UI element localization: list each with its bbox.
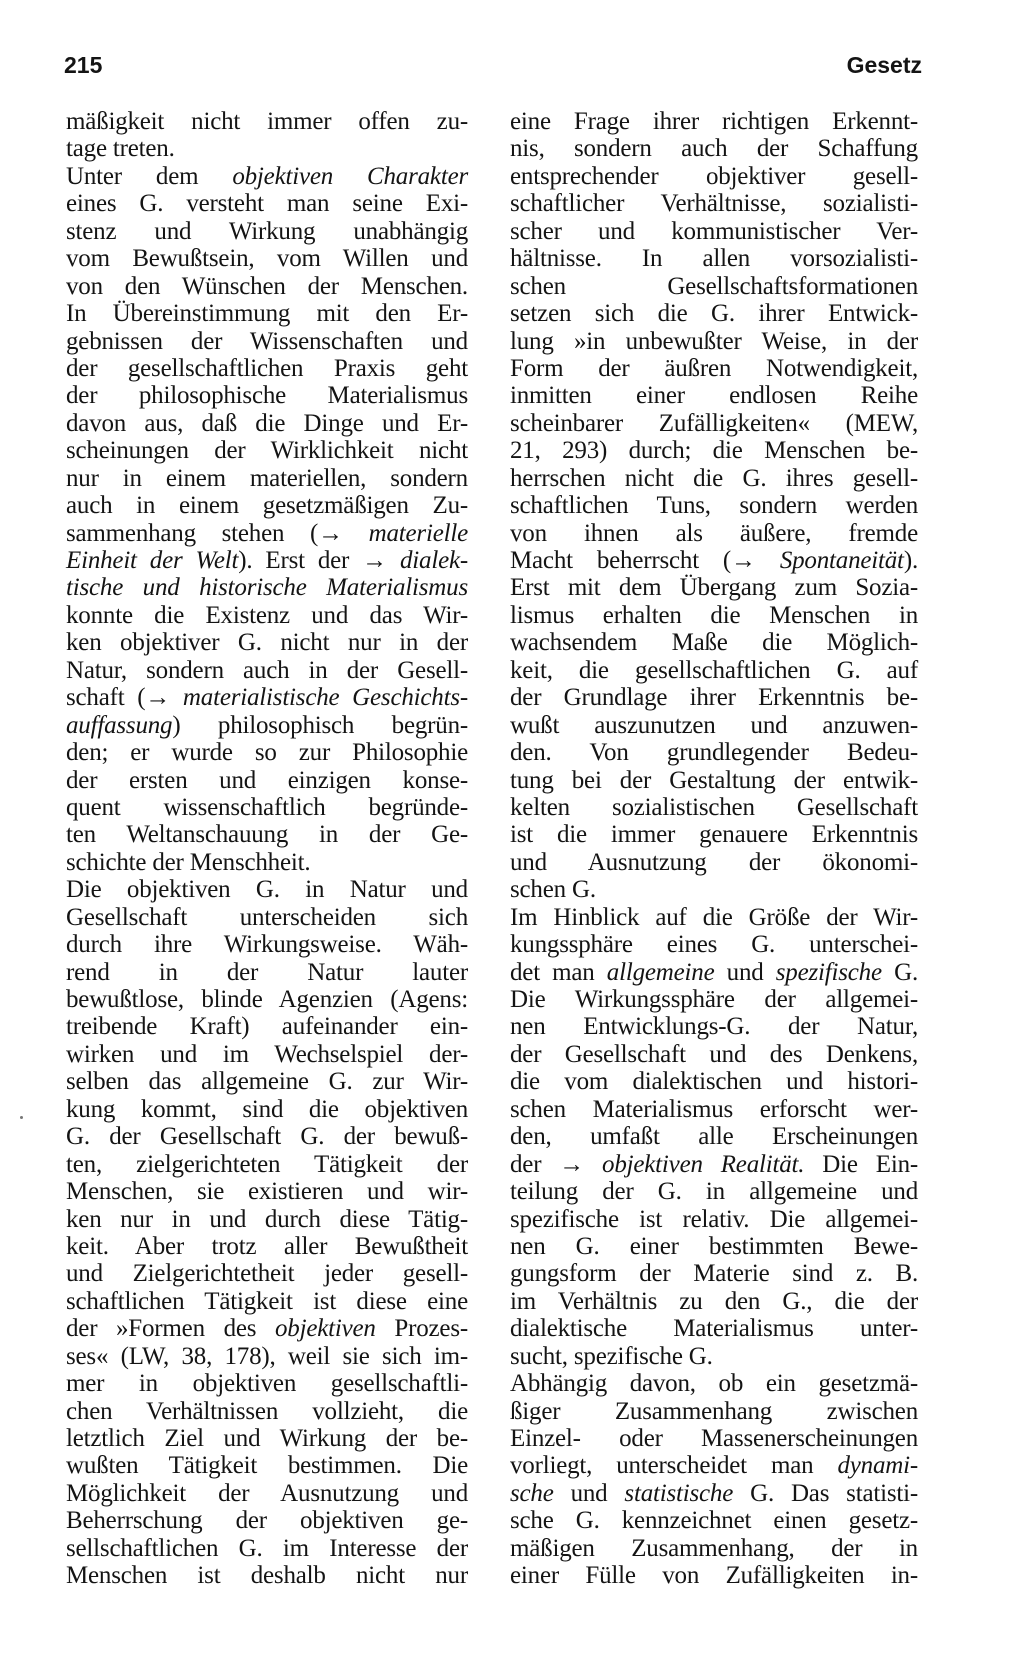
- text-line: [510, 163, 918, 190]
- text-line: [66, 1452, 468, 1479]
- text-run: keit. Aber trotz aller Bewußtheit: [66, 1232, 468, 1260]
- text-line: [510, 1151, 918, 1178]
- italic-term: dialek-: [399, 547, 468, 574]
- text-line: [66, 657, 468, 684]
- text-line: [66, 1068, 468, 1095]
- text-run: der Grundlage ihrer Erkenntnis be-: [510, 684, 918, 712]
- italic-term: objektiven Charakter: [232, 162, 468, 190]
- text-run: Die objektiven G. in Natur und: [66, 876, 468, 904]
- text-run: ken objektiver G. nicht nur in der: [66, 629, 468, 657]
- text-line: [66, 163, 468, 190]
- left-text-column: [66, 108, 468, 1590]
- text-line: [66, 245, 468, 272]
- italic-term: materielle: [368, 519, 468, 547]
- italic-term: sche: [510, 1479, 554, 1507]
- text-run: setzen sich die G. ihrer Entwick-: [510, 300, 918, 328]
- text-run: der →: [510, 1150, 603, 1178]
- text-line: [66, 1535, 468, 1562]
- text-run: bewußtlose, blinde Agenzien (Agens:: [66, 986, 468, 1013]
- text-run: Die Ein-: [804, 1150, 919, 1178]
- right-text-column: [510, 108, 918, 1590]
- text-line: [510, 492, 918, 519]
- text-line: [66, 135, 468, 162]
- text-line: [66, 355, 468, 382]
- text-run: ). Erst der →: [238, 547, 400, 574]
- text-line: [510, 1288, 918, 1315]
- text-line: [510, 1507, 918, 1534]
- text-line: [510, 1233, 918, 1260]
- text-run: gungsform der Materie sind z. B.: [510, 1260, 918, 1288]
- text-line: [510, 1178, 918, 1205]
- italic-term: Spontaneität: [779, 547, 904, 574]
- text-line: [66, 986, 468, 1013]
- text-line: [510, 273, 918, 300]
- text-run: sche G. kennzeichnet einen gesetz-: [510, 1507, 918, 1535]
- text-line: [66, 739, 468, 766]
- italic-term: spezifische: [775, 958, 882, 986]
- text-line: [66, 1013, 468, 1040]
- text-run: schaft (→: [66, 684, 183, 712]
- text-run: G.: [881, 958, 918, 986]
- text-line: [510, 684, 918, 711]
- text-run: Menschen, sie existieren und wir-: [66, 1178, 468, 1206]
- text-line: [66, 959, 468, 986]
- text-line: [66, 629, 468, 656]
- text-run: vorliegt, unterscheidet man: [510, 1452, 838, 1480]
- text-line: [510, 986, 918, 1013]
- text-run: einer Fülle von Zufälligkeiten in-: [510, 1562, 918, 1590]
- text-run: mer in objektiven gesellschaftli-: [66, 1370, 468, 1398]
- text-run: entsprechender objektiver gesell-: [510, 162, 918, 190]
- text-line: [510, 739, 918, 766]
- text-line: [66, 190, 468, 217]
- text-run: der Gesellschaft und des Denkens,: [510, 1040, 918, 1068]
- text-run: schen G.: [510, 876, 596, 904]
- text-run: Natur, sondern auch in der Gesell-: [66, 656, 468, 684]
- text-line: [510, 1562, 918, 1589]
- text-run: Menschen ist deshalb nicht nur: [66, 1562, 468, 1590]
- text-run: von ihnen als äußere, fremde: [510, 519, 918, 547]
- text-line: [66, 1343, 468, 1370]
- text-line: [510, 794, 918, 821]
- text-run: Prozes-: [375, 1315, 468, 1343]
- text-run: 21, 293) durch; die Menschen be-: [510, 437, 918, 465]
- margin-speck: [20, 1116, 23, 1119]
- text-run: Beherrschung der objektiven ge-: [66, 1507, 468, 1535]
- text-run: hältnisse. In allen vorsozialisti-: [510, 245, 918, 273]
- text-line: [66, 1315, 468, 1342]
- text-run: davon aus, daß die Dinge und Er-: [66, 409, 468, 437]
- text-line: [510, 1535, 918, 1562]
- page-header: [64, 52, 922, 88]
- text-run: letztlich Ziel und Wirkung der be-: [66, 1425, 468, 1452]
- text-line: [66, 410, 468, 437]
- text-run: ).: [903, 547, 918, 574]
- text-run: scheinungen der Wirklichkeit nicht: [66, 437, 468, 465]
- text-run: Unter dem: [66, 162, 233, 190]
- text-run: chen Verhältnissen vollzieht, die: [66, 1397, 468, 1425]
- text-line: [66, 684, 468, 711]
- text-line: [66, 547, 468, 574]
- text-run: Möglichkeit der Ausnutzung und: [66, 1479, 468, 1507]
- text-run: den. Von grundlegender Bedeu-: [510, 739, 918, 767]
- text-run: wußten Tätigkeit bestimmen. Die: [66, 1452, 468, 1480]
- text-run: kungssphäre eines G. unterschei-: [510, 931, 918, 959]
- italic-term: dynami-: [837, 1452, 918, 1480]
- text-line: [510, 465, 918, 492]
- text-line: [66, 108, 468, 135]
- text-run: nis, sondern auch der Schaffung: [510, 135, 918, 163]
- text-line: [510, 1370, 918, 1397]
- italic-term: statistische: [624, 1479, 734, 1507]
- text-run: Form der äußren Notwendigkeit,: [510, 354, 918, 382]
- text-run: scher und kommunistischer Ver-: [510, 217, 918, 245]
- text-run: G. der Gesellschaft G. der bewuß-: [66, 1123, 468, 1151]
- text-run: ) philosophisch begrün-: [172, 711, 468, 739]
- text-run: spezifische ist relativ. Die allgemei-: [510, 1205, 918, 1233]
- italic-term: tische und historische Materialismus: [66, 574, 468, 602]
- text-line: [66, 821, 468, 848]
- text-run: In Übereinstimmung mit den Er-: [66, 300, 468, 328]
- text-run: Die Wirkungssphäre der allgemei-: [510, 986, 918, 1013]
- text-run: rend in der Natur lauter: [66, 958, 468, 986]
- text-run: kung kommt, sind die objektiven: [66, 1095, 468, 1123]
- text-line: [66, 1562, 468, 1589]
- text-run: stenz und Wirkung unabhängig: [66, 217, 468, 245]
- text-line: [510, 135, 918, 162]
- text-run: ten, zielgerichteten Tätigkeit der: [66, 1150, 468, 1178]
- text-line: [510, 1260, 918, 1287]
- text-run: Abhängig davon, ob ein gesetzmä-: [510, 1370, 918, 1398]
- text-line: [510, 574, 918, 601]
- text-line: [510, 1013, 918, 1040]
- text-line: [510, 821, 918, 848]
- text-run: inmitten einer endlosen Reihe: [510, 382, 918, 410]
- text-run: ist die immer genauere Erkenntnis: [510, 821, 918, 849]
- text-line: [510, 1480, 918, 1507]
- text-line: [510, 245, 918, 272]
- text-line: [66, 492, 468, 519]
- text-line: [66, 1425, 468, 1452]
- text-run: dialektische Materialismus unter-: [510, 1315, 918, 1343]
- text-run: und Zielgerichtetheit jeder gesell-: [66, 1260, 468, 1288]
- text-line: [66, 437, 468, 464]
- text-run: wirken und im Wechselspiel der-: [66, 1040, 468, 1068]
- italic-term: objektiven Realität.: [602, 1150, 805, 1178]
- text-run: der gesellschaftlichen Praxis geht: [66, 354, 468, 382]
- text-line: [66, 1041, 468, 1068]
- text-line: [510, 657, 918, 684]
- text-line: [510, 410, 918, 437]
- text-line: [510, 1068, 918, 1095]
- text-run: der philosophische Materialismus: [66, 382, 468, 410]
- text-run: sammenhang stehen (→: [66, 519, 369, 547]
- text-line: [66, 1151, 468, 1178]
- text-line: [510, 218, 918, 245]
- italic-term: Einheit der Welt: [66, 547, 239, 574]
- text-run: von den Wünschen der Menschen.: [66, 272, 468, 300]
- text-run: durch ihre Wirkungsweise. Wäh-: [66, 931, 468, 959]
- text-run: und Ausnutzung der ökonomi-: [510, 848, 918, 876]
- text-run: auch in einem gesetzmäßigen Zu-: [66, 492, 468, 520]
- text-run: und: [714, 958, 776, 986]
- text-run: sellschaftlichen G. im Interesse der: [66, 1534, 468, 1562]
- text-run: Gesellschaft unterscheiden sich: [66, 903, 468, 931]
- text-run: det man: [510, 958, 607, 986]
- text-line: [510, 547, 918, 574]
- text-run: den, umfaßt alle Erscheinungen: [510, 1123, 918, 1151]
- text-run: nur in einem materiellen, sondern: [66, 464, 468, 492]
- text-run: ken nur in und durch diese Tätig-: [66, 1205, 468, 1233]
- text-line: [66, 574, 468, 601]
- text-line: [510, 328, 918, 355]
- text-run: mäßigkeit nicht immer offen zu-: [66, 108, 468, 135]
- text-line: [66, 1288, 468, 1315]
- text-line: [66, 273, 468, 300]
- text-line: [66, 712, 468, 739]
- text-run: schaftlichen Tuns, sondern werden: [510, 492, 918, 520]
- text-line: [66, 1260, 468, 1287]
- text-line: [510, 1315, 918, 1342]
- text-run: schen Materialismus erforscht wer-: [510, 1095, 918, 1123]
- text-run: vom Bewußtsein, vom Willen und: [66, 245, 468, 273]
- text-run: schen Gesellschaftsformationen: [510, 272, 918, 300]
- text-run: keit, die gesellschaftlichen G. auf: [510, 656, 918, 684]
- text-run: eines G. versteht man seine Exi-: [66, 190, 468, 218]
- text-line: [510, 1206, 918, 1233]
- text-run: die vom dialektischen und histori-: [510, 1068, 918, 1096]
- text-run: teilung der G. in allgemeine und: [510, 1178, 918, 1206]
- text-line: [66, 1178, 468, 1205]
- text-run: ten Weltanschauung in der Ge-: [66, 821, 468, 849]
- text-run: kelten sozialistischen Gesellschaft: [510, 793, 918, 821]
- text-line: [66, 382, 468, 409]
- text-line: [66, 931, 468, 958]
- text-run: eine Frage ihrer richtigen Erkennt-: [510, 108, 918, 135]
- text-run: mäßigen Zusammenhang, der in: [510, 1534, 918, 1562]
- text-run: ßiger Zusammenhang zwischen: [510, 1397, 918, 1425]
- text-line: [66, 1096, 468, 1123]
- text-run: G. Das statisti-: [733, 1479, 918, 1507]
- text-line: [66, 794, 468, 821]
- text-line: [510, 712, 918, 739]
- italic-term: objektiven: [274, 1315, 376, 1343]
- text-run: treibende Kraft) aufeinander ein-: [66, 1013, 468, 1041]
- italic-term: allgemeine: [606, 958, 715, 986]
- text-line: [66, 1123, 468, 1150]
- text-line: [510, 355, 918, 382]
- text-run: scheinbarer Zufälligkeiten« (MEW,: [510, 409, 918, 437]
- text-line: [510, 1425, 918, 1452]
- text-line: [510, 1096, 918, 1123]
- text-line: [510, 190, 918, 217]
- text-run: Einzel- oder Massenerscheinungen: [510, 1425, 918, 1452]
- text-line: [510, 904, 918, 931]
- text-run: tage treten.: [66, 135, 175, 163]
- text-line: [66, 1370, 468, 1397]
- text-line: [66, 520, 468, 547]
- text-run: gebnissen der Wissenschaften und: [66, 327, 468, 355]
- text-run: schaftlicher Verhältnisse, sozialisti-: [510, 190, 918, 218]
- text-line: [510, 437, 918, 464]
- text-run: der »Formen des: [66, 1315, 275, 1343]
- text-run: wachsendem Maße die Möglich-: [510, 629, 918, 657]
- text-run: Erst mit dem Übergang zum Sozia-: [510, 574, 918, 602]
- text-line: [66, 1206, 468, 1233]
- text-line: [510, 931, 918, 958]
- text-run: Macht beherrscht (→: [510, 547, 780, 574]
- text-run: und: [553, 1479, 625, 1507]
- text-line: [510, 382, 918, 409]
- text-line: [510, 629, 918, 656]
- text-line: [66, 1233, 468, 1260]
- text-line: [510, 959, 918, 986]
- text-run: tung bei der Gestaltung der entwik-: [510, 766, 918, 794]
- page-number: 215: [64, 52, 103, 78]
- text-run: im Verhältnis zu den G., die der: [510, 1287, 918, 1315]
- text-run: quent wissenschaftlich begründe-: [66, 793, 468, 821]
- text-line: [510, 1041, 918, 1068]
- text-run: den; er wurde so zur Philosophie: [66, 739, 468, 767]
- text-run: nen G. einer bestimmten Bewe-: [510, 1232, 918, 1260]
- text-line: [66, 849, 468, 876]
- text-line: [66, 1480, 468, 1507]
- text-line: [66, 465, 468, 492]
- text-run: Im Hinblick auf die Größe der Wir-: [510, 903, 918, 931]
- text-run: herrschen nicht die G. ihres gesell-: [510, 464, 918, 492]
- text-line: [66, 1507, 468, 1534]
- text-line: [510, 1398, 918, 1425]
- text-line: [510, 1452, 918, 1479]
- text-run: konnte die Existenz und das Wir-: [66, 601, 468, 629]
- italic-term: auffassung: [66, 711, 173, 739]
- text-line: [66, 300, 468, 327]
- text-line: [66, 767, 468, 794]
- text-run: selben das allgemeine G. zur Wir-: [66, 1068, 468, 1096]
- text-line: [510, 108, 918, 135]
- italic-term: materialistische Geschichts-: [182, 684, 468, 712]
- text-line: [510, 1343, 918, 1370]
- text-line: [66, 218, 468, 245]
- text-line: [510, 300, 918, 327]
- text-run: sucht, spezifische G.: [510, 1342, 713, 1370]
- text-run: lung »in unbewußter Weise, in der: [510, 327, 918, 355]
- running-head: Gesetz: [846, 52, 922, 78]
- text-run: schaftlichen Tätigkeit ist diese eine: [66, 1287, 468, 1315]
- text-line: [510, 876, 918, 903]
- text-line: [66, 1398, 468, 1425]
- text-run: nen Entwicklungs-G. der Natur,: [510, 1013, 918, 1041]
- text-line: [510, 1123, 918, 1150]
- text-line: [510, 849, 918, 876]
- text-run: der ersten und einzigen konse-: [66, 766, 468, 794]
- text-line: [66, 328, 468, 355]
- text-line: [66, 876, 468, 903]
- text-line: [510, 520, 918, 547]
- text-line: [510, 602, 918, 629]
- text-run: wußt auszunutzen und anzuwen-: [510, 711, 918, 739]
- text-line: [510, 767, 918, 794]
- text-line: [66, 904, 468, 931]
- text-run: schichte der Menschheit.: [66, 848, 311, 876]
- text-line: [66, 602, 468, 629]
- text-run: lismus erhalten die Menschen in: [510, 601, 918, 629]
- text-run: ses« (LW, 38, 178), weil sie sich im-: [66, 1342, 468, 1370]
